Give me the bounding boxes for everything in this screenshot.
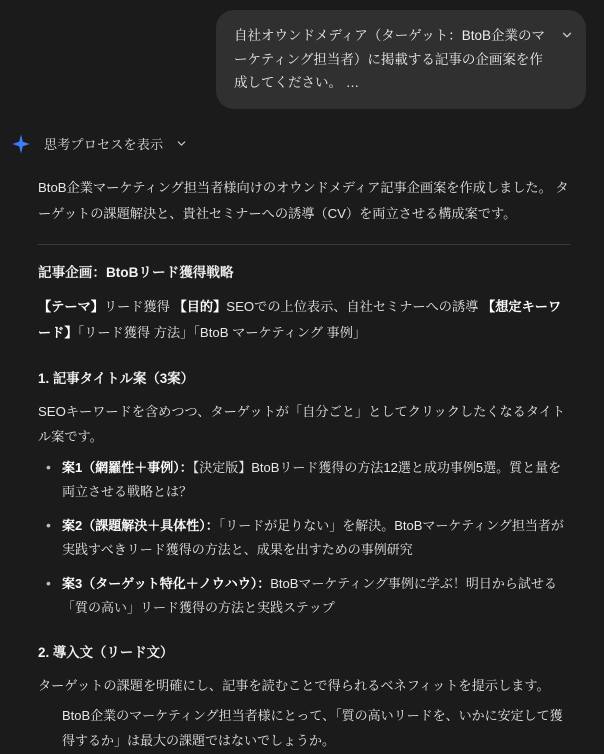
- thinking-process-label: 思考プロセスを表示: [44, 137, 164, 153]
- answer-intro: BtoB企業マーケティング担当者様向けのオウンドメディア記事企画案を作成しました。 ターゲットの課題解決と、貴社セミナーへの誘導（CV）を両立させる構成案です。: [38, 179, 569, 221]
- proposal-label: 案1（網羅性＋事例）：: [62, 460, 193, 476]
- list-item: [38, 456, 570, 504]
- proposal-text: BtoBマーケティング事例に学ぶ！明日から試せる「質の高い」リード獲得の方法と実践ステップ: [62, 576, 557, 616]
- theme-label: 【テーマ】: [38, 299, 104, 315]
- proposal-text: 「リードが足りない」を解決。BtoBマーケティング担当者が実践すべきリード獲得の方法と、成果を出すための事例研究: [62, 518, 564, 558]
- thinking-process-row[interactable]: [0, 109, 604, 157]
- keyword-value: 「リード獲得 方法」「BtoB マーケティング 事例」: [77, 325, 367, 341]
- theme-value: リード獲得: [103, 299, 170, 315]
- user-message-text: 自社オウンドメディア（ターゲット：BtoB企業のマーケティング担当者）に掲載する記事の企画案を作成してください。 …: [234, 28, 546, 91]
- purpose-label: 【目的】: [173, 299, 227, 315]
- section-2-lead: ターゲットの課題を明確にし、記事を読むことで得られるベネフィットを提示します。: [38, 678, 550, 694]
- chevron-down-icon[interactable]: [558, 26, 576, 44]
- user-message-row: [0, 0, 604, 109]
- plan-title: 記事企画：BtoBリード獲得戦略: [38, 265, 234, 281]
- section-2-heading: 2. 導入文（リード文）: [38, 645, 174, 661]
- section-1-heading: 1. 記事タイトル案（3案）: [38, 370, 194, 386]
- proposal-label: 案3（ターゲット特化＋ノウハウ）：: [62, 576, 271, 592]
- divider: [38, 244, 570, 245]
- chevron-down-icon[interactable]: [175, 137, 188, 150]
- assistant-answer: [0, 157, 604, 754]
- title-proposal-list: [38, 456, 570, 620]
- list-item: [38, 572, 570, 620]
- sparkle-icon: [8, 131, 34, 157]
- proposal-label: 案2（課題解決＋具体性）：: [62, 518, 219, 534]
- list-item: [38, 514, 570, 562]
- purpose-value: SEOでの上位表示、自社セミナーへの誘導: [226, 299, 479, 315]
- section-2-quote: BtoB企業のマーケティング担当者様にとって、「質の高いリードを、いかに安定して獲得するか」は最大の課題ではないでしょうか。: [62, 707, 563, 749]
- section-1-lead: SEOキーワードを含めつつ、ターゲットが「自分ごと」としてクリックしたくなるタイトル案です。: [38, 403, 566, 445]
- user-message-bubble[interactable]: [216, 10, 586, 109]
- plan-meta: [38, 294, 570, 345]
- keyword-label: 【想定キーワード】: [38, 299, 562, 341]
- proposal-text: 【決定版】BtoBリード獲得の方法12選と成功事例5選。質と量を両立させる戦略とは？: [62, 460, 562, 500]
